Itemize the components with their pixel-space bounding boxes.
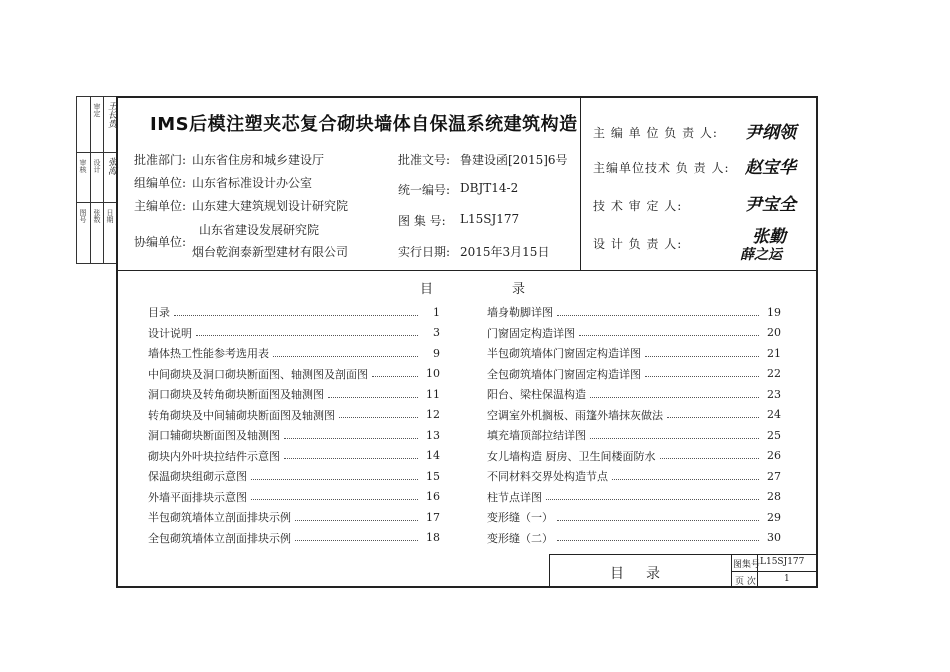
toc-entry <box>487 529 781 547</box>
toc-entry <box>148 467 440 485</box>
signature-design-2: 薛之运 <box>740 247 782 263</box>
toc-entry-title: 柱节点详图 <box>487 490 542 504</box>
resp-role-review: 技 术 审 定 人: <box>593 199 683 213</box>
toc-entry-page: 9 <box>433 346 440 360</box>
stamp-label-shending: 审定 <box>93 103 101 117</box>
toc-leader-dots <box>590 438 759 439</box>
toc-entry <box>487 385 781 403</box>
side-stamp <box>76 96 118 264</box>
approval-doc-label: 批准文号: <box>398 153 451 167</box>
effective-date-label: 实行日期: <box>398 245 451 259</box>
toc-entry-page: 30 <box>767 531 781 544</box>
toc-entry-title: 不同材料交界处构造节点 <box>487 470 608 483</box>
atlas-no-label: 图 集 号: <box>398 214 446 228</box>
toc-entry <box>487 365 781 383</box>
resp-role-tech: 主编单位技术 负 责 人: <box>593 161 730 175</box>
toc-leader-dots <box>557 520 759 521</box>
toc-leader-dots <box>557 540 759 541</box>
toc-entry-page: 17 <box>426 510 440 524</box>
toc-entry-page: 21 <box>767 346 781 360</box>
toc-leader-dots <box>251 479 418 480</box>
toc-entry-title: 目录 <box>148 306 170 319</box>
signature-chief-unit: 尹纲领 <box>745 123 796 143</box>
compiling-unit: 山东省标准设计办公室 <box>192 176 313 190</box>
toc-entry-title: 洞口辅砌块断面图及轴测图 <box>148 429 280 442</box>
toc-entry-page: 24 <box>767 408 781 421</box>
toc-entry-page: 19 <box>767 305 781 319</box>
toc-leader-dots <box>645 356 759 357</box>
toc-entry-title: 半包砌筑墙体立剖面排块示例 <box>148 511 291 524</box>
toc-entry-title: 转角砌块及中间辅砌块断面图及轴测图 <box>148 408 335 422</box>
stamp-signature-1: 王长贵 <box>106 101 116 128</box>
toc-entry <box>487 406 781 424</box>
unified-no: DBJT14-2 <box>460 181 519 195</box>
approval-dept-label: 批准部门: <box>134 153 187 167</box>
toc-entry <box>148 406 440 424</box>
toc-entry <box>487 303 781 321</box>
toc-entry <box>487 467 781 485</box>
toc-leader-dots <box>546 499 759 500</box>
toc-entry-page: 13 <box>426 428 440 442</box>
toc-entry <box>487 508 781 526</box>
co-unit-1: 山东省建设发展研究院 <box>199 223 320 237</box>
toc-entry-title: 空调室外机搁板、雨篷外墙抹灰做法 <box>487 408 663 422</box>
toc-leader-dots <box>273 356 418 357</box>
toc-entry-page: 22 <box>767 367 781 380</box>
stamp-signature-2: 张海 <box>106 157 116 175</box>
toc-leader-dots <box>196 335 418 336</box>
toc-leader-dots <box>579 335 759 336</box>
toc-entry <box>148 365 440 383</box>
toc-entry <box>148 344 440 362</box>
chief-unit: 山东建大建筑规划设计研究院 <box>192 199 349 213</box>
title-block-atlas-label: 图集号 <box>733 560 761 570</box>
toc-entry-title: 填充墙顶部拉结详图 <box>487 429 586 442</box>
toc-entry-page: 26 <box>767 449 781 462</box>
toc-entry-page: 20 <box>767 326 781 339</box>
toc-entry-page: 15 <box>426 469 440 483</box>
resp-role-design: 设 计 负 责 人: <box>593 237 683 251</box>
toc-entry-page: 10 <box>426 367 440 380</box>
toc-entry <box>487 426 781 444</box>
toc-entry-page: 16 <box>426 490 440 503</box>
toc-leader-dots <box>645 376 759 377</box>
toc-leader-dots <box>590 397 759 398</box>
title-block-page-label: 页 次 <box>735 577 756 587</box>
compiling-unit-label: 组编单位: <box>134 176 187 190</box>
toc-leader-dots <box>284 458 418 459</box>
toc-entry <box>148 488 440 506</box>
header-divider <box>116 270 818 271</box>
stamp-label-zhangshu: 张数 <box>93 209 101 223</box>
toc-entry-title: 女儿墙构造 厨房、卫生间楼面防水 <box>487 449 656 463</box>
toc-entry-title: 中间砌块及洞口砌块断面图、轴测图及剖面图 <box>148 367 368 381</box>
toc-leader-dots <box>667 417 759 418</box>
signature-review: 尹宝全 <box>745 195 796 215</box>
toc-entry-title: 变形缝（二） <box>487 531 553 545</box>
approval-doc: 鲁建设函[2015]6号 <box>460 153 568 167</box>
toc-entry-title: 全包砌筑墙体门窗固定构造详图 <box>487 367 641 381</box>
toc-entry-title: 墙身勒脚详图 <box>487 306 553 319</box>
toc-leader-dots <box>174 315 418 316</box>
toc-entry-page: 11 <box>426 387 440 401</box>
toc-leader-dots <box>328 397 418 398</box>
signature-tech: 赵宝华 <box>745 158 796 178</box>
toc-entry-page: 12 <box>426 408 440 421</box>
toc-entry <box>148 385 440 403</box>
toc-entry <box>487 344 781 362</box>
toc-entry-title: 设计说明 <box>148 326 192 340</box>
toc-entry <box>148 426 440 444</box>
header-vertical-divider <box>580 96 581 270</box>
toc-entry-title: 变形缝（一） <box>487 511 553 524</box>
co-unit-label: 协编单位: <box>134 235 187 249</box>
toc-entry-page: 28 <box>767 490 781 503</box>
toc-leader-dots <box>372 376 418 377</box>
toc-entry-title: 洞口砌块及转角砌块断面图及轴测图 <box>148 388 324 401</box>
toc-entry-title: 半包砌筑墙体门窗固定构造详图 <box>487 347 641 360</box>
toc-entry-title: 外墙平面排块示意图 <box>148 490 247 504</box>
toc-leader-dots <box>295 540 418 541</box>
effective-date: 2015年3月15日 <box>460 245 550 259</box>
toc-entry <box>487 324 781 342</box>
toc-entry-title: 阳台、梁柱保温构造 <box>487 388 586 401</box>
toc-entry-page: 14 <box>426 449 440 462</box>
title-block-page-value: 1 <box>784 574 790 584</box>
stamp-label-riqi: 日期 <box>106 209 114 223</box>
toc-leader-dots <box>251 499 418 500</box>
toc-entry-title: 全包砌筑墙体立剖面排块示例 <box>148 531 291 545</box>
toc-entry <box>148 303 440 321</box>
toc-entry <box>148 529 440 547</box>
toc-leader-dots <box>557 315 759 316</box>
stamp-label-sheji: 设计 <box>93 159 101 173</box>
toc-entry <box>487 488 781 506</box>
toc-entry-page: 1 <box>433 305 440 319</box>
page-title: IMS后模注塑夹芯复合砌块墙体自保温系统建筑构造 <box>150 114 578 135</box>
toc-title-2: 录 <box>512 282 526 297</box>
toc-entry-title: 门窗固定构造详图 <box>487 326 575 340</box>
toc-entry <box>487 447 781 465</box>
toc-entry-page: 25 <box>767 428 781 442</box>
unified-no-label: 统一编号: <box>398 183 451 197</box>
signature-design-1: 张勤 <box>752 227 786 247</box>
toc-entry-page: 23 <box>767 387 781 401</box>
toc-entry-title: 保温砌块组砌示意图 <box>148 470 247 483</box>
toc-leader-dots <box>295 520 418 521</box>
co-unit-2: 烟台乾润泰新型建材有限公司 <box>192 245 349 259</box>
toc-leader-dots <box>612 479 759 480</box>
title-block-name: 目录 <box>610 566 682 582</box>
toc-entry <box>148 508 440 526</box>
title-block-divider <box>731 571 818 572</box>
toc-entry-page: 29 <box>767 510 781 524</box>
toc-leader-dots <box>339 417 418 418</box>
resp-role-chief-unit: 主 编 单 位 负 责 人: <box>593 126 718 140</box>
stamp-label-shenhe: 审核 <box>79 159 87 173</box>
toc-entry-title: 砌块内外叶块拉结件示意图 <box>148 449 280 463</box>
approval-dept: 山东省住房和城乡建设厅 <box>192 153 325 167</box>
toc-entry <box>148 324 440 342</box>
toc-leader-dots <box>660 458 760 459</box>
toc-entry-page: 27 <box>767 469 781 483</box>
toc-entry-title: 墙体热工性能参考选用表 <box>148 347 269 360</box>
toc-title-1: 目 <box>420 282 434 297</box>
toc-entry <box>148 447 440 465</box>
title-block-atlas-value: L15SJ177 <box>760 557 805 567</box>
atlas-no: L15SJ177 <box>460 212 520 226</box>
stamp-label-tuhao: 图号 <box>79 209 87 223</box>
toc-leader-dots <box>284 438 418 439</box>
toc-entry-page: 18 <box>426 531 440 544</box>
chief-unit-label: 主编单位: <box>134 199 187 213</box>
toc-entry-page: 3 <box>433 326 440 339</box>
